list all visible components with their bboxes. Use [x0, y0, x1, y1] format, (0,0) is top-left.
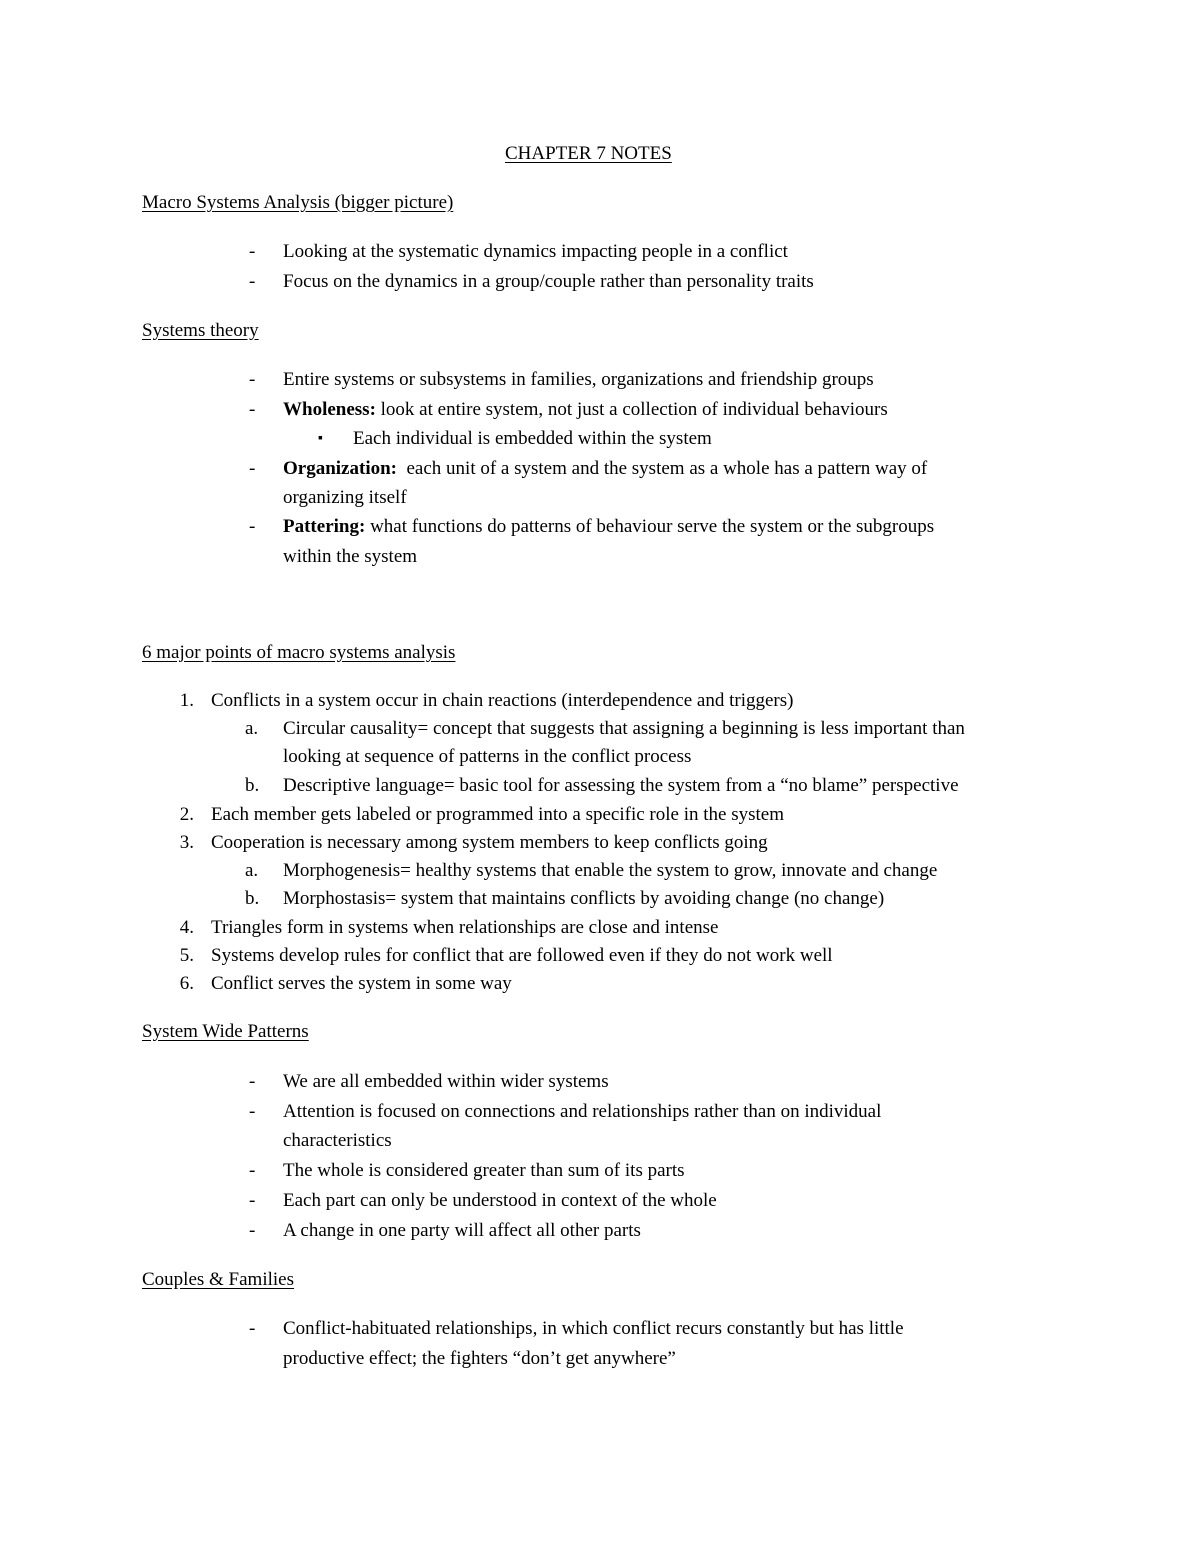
list-item: Each part can only be understood in context of the whole: [283, 1190, 717, 1211]
lettered-item-continuation: looking at sequence of patterns in the conflict process: [283, 746, 692, 767]
numbered-item: Conflict serves the system in some way: [211, 973, 512, 994]
list-item: Focus on the dynamics in a group/couple rather than personality traits: [283, 271, 814, 292]
list-subitem: Each individual is embedded within the system: [353, 428, 712, 449]
list-number: 1.: [179, 690, 194, 711]
section-heading-systems-theory: Systems theory: [142, 320, 259, 341]
list-item-organization: [283, 457, 927, 481]
bullet-dash: -: [249, 1101, 256, 1122]
bullet-dash: -: [249, 271, 256, 292]
list-item-continuation: characteristics: [283, 1130, 392, 1151]
numbered-item: Cooperation is necessary among system members to keep conflicts going: [211, 832, 768, 853]
lettered-item: Descriptive language= basic tool for assessing the system from a “no blame” perspective: [283, 775, 959, 796]
list-item: Conflict-habituated relationships, in which conflict recurs constantly but has little: [283, 1318, 904, 1339]
list-item-continuation: productive effect; the fighters “don’t get anywhere”: [283, 1348, 676, 1369]
bullet-dash: -: [249, 1318, 256, 1339]
definition-wholeness: look at entire system, not just a collection of individual behaviours: [375, 399, 888, 420]
bullet-dash: -: [249, 399, 256, 420]
bullet-dash: -: [249, 1071, 256, 1092]
list-number: 6.: [179, 973, 194, 994]
list-letter: a.: [245, 860, 259, 881]
list-item: The whole is considered greater than sum of its parts: [283, 1160, 685, 1181]
lettered-item: Morphogenesis= healthy systems that enable the system to grow, innovate and change: [283, 860, 938, 881]
list-item: Entire systems or subsystems in families, organizations and friendship groups: [283, 369, 874, 390]
bullet-dash: -: [249, 1160, 256, 1181]
list-number: 5.: [179, 945, 194, 966]
definition-organization: each unit of a system and the system as a whole has a pattern way of: [397, 458, 928, 479]
list-item-continuation: organizing itself: [283, 487, 407, 508]
list-item-pattering: [283, 515, 934, 539]
section-heading-couples: Couples & Families: [142, 1269, 294, 1290]
bullet-dash: -: [249, 516, 256, 537]
lettered-item: Circular causality= concept that suggests that assigning a beginning is less important than: [283, 718, 965, 739]
numbered-item: Each member gets labeled or programmed into a specific role in the system: [211, 804, 784, 825]
bullet-dash: -: [249, 241, 256, 262]
list-letter: b.: [245, 888, 260, 909]
section-heading-system-wide: System Wide Patterns: [142, 1021, 309, 1042]
list-number: 3.: [179, 832, 194, 853]
term-pattering: Pattering:: [283, 516, 366, 537]
list-letter: b.: [245, 775, 260, 796]
lettered-item: Morphostasis= system that maintains conflicts by avoiding change (no change): [283, 888, 885, 909]
list-item-wholeness: [283, 398, 888, 422]
list-item: We are all embedded within wider systems: [283, 1071, 609, 1092]
list-item: A change in one party will affect all other parts: [283, 1220, 641, 1241]
bullet-dash: -: [249, 458, 256, 479]
term-wholeness: Wholeness:: [283, 399, 376, 420]
bullet-dash: -: [249, 1220, 256, 1241]
numbered-item: Triangles form in systems when relationships are close and intense: [211, 917, 719, 938]
bullet-dash: -: [249, 369, 256, 390]
square-bullet-icon: ▪: [318, 431, 323, 446]
definition-pattering: what functions do patterns of behaviour serve the system or the subgroups: [365, 516, 935, 537]
list-letter: a.: [245, 718, 259, 739]
list-item-continuation: within the system: [283, 546, 418, 567]
page-title: CHAPTER 7 NOTES: [505, 143, 672, 164]
list-number: 2.: [179, 804, 194, 825]
numbered-item: Systems develop rules for conflict that are followed even if they do not work well: [211, 945, 833, 966]
numbered-item: Conflicts in a system occur in chain reactions (interdependence and triggers): [211, 690, 794, 711]
list-number: 4.: [179, 917, 194, 938]
section-heading-six-points: 6 major points of macro systems analysis: [142, 642, 456, 663]
section-heading-macro: Macro Systems Analysis (bigger picture): [142, 192, 454, 213]
term-organization: Organization:: [283, 458, 397, 479]
list-item: Attention is focused on connections and relationships rather than on individual: [283, 1101, 882, 1122]
list-item: Looking at the systematic dynamics impacting people in a conflict: [283, 241, 788, 262]
bullet-dash: -: [249, 1190, 256, 1211]
